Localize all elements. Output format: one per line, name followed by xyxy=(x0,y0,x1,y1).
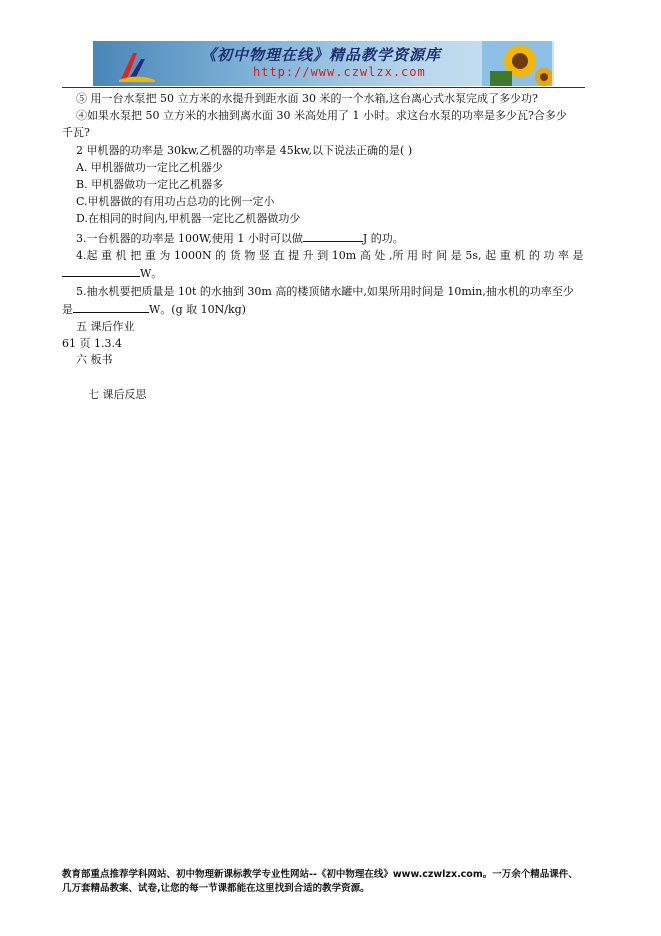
question-5b-unit: W。(g 取 10N/kg) xyxy=(149,303,246,316)
q4b-word: 重 xyxy=(144,249,156,262)
section-homework: 五 课后作业 xyxy=(76,320,135,333)
q4b-word: 升 xyxy=(302,249,314,262)
q4b-word: 10m xyxy=(331,249,357,262)
answer-blank[interactable] xyxy=(62,265,140,277)
question-4: ④如果水泵把 50 立方米的水抽到离水面 30 米高处用了 1 小时。求这台水泵的功率是多少瓦?合多少 xyxy=(76,109,567,122)
question-5: ⑤ 用一台水泵把 50 立方米的水提升到距水面 30 米的一个水箱,这台离心式水泵完成了多少功? xyxy=(76,92,538,105)
q4b-word: 用 xyxy=(407,249,419,262)
q4b-word: 直 xyxy=(273,249,285,262)
answer-blank[interactable] xyxy=(303,230,363,242)
q4b-word: 是 xyxy=(450,249,462,262)
q4b-word: 把 xyxy=(130,249,142,262)
q4b-word: 重 xyxy=(499,249,511,262)
q4b-word: 机 xyxy=(115,249,127,262)
q4b-word: 到 xyxy=(317,249,329,262)
question-5b: 5.抽水机要把质量是 10t 的水抽到 30m 高的楼顶储水罐中,如果所用时间是 10min,抽水机的功率至少 xyxy=(76,285,574,298)
q4b-word: 功 xyxy=(543,249,555,262)
sunflower-icon xyxy=(482,41,552,86)
q4b-word: 的 xyxy=(215,249,227,262)
question-4-continued: 千瓦? xyxy=(62,126,90,139)
section-blackboard: 六 板书 xyxy=(76,353,113,366)
answer-blank[interactable] xyxy=(73,301,149,313)
q4b-word: 5s, xyxy=(465,249,482,262)
option-a: A. 甲机器做功一定比乙机器少 xyxy=(76,161,223,174)
q4b-word: 是 xyxy=(572,249,584,262)
q4b-word: 4.起 xyxy=(76,249,98,262)
option-d: D.在相同的时间内,甲机器一定比乙机器做功少 xyxy=(76,212,301,225)
question-4b-continued xyxy=(62,265,162,281)
homework-pages: 61 页 1.3.4 xyxy=(62,337,122,350)
q4b-word: 率 xyxy=(557,249,569,262)
q4b-word: 高 xyxy=(359,249,371,262)
q4b-word: 的 xyxy=(528,249,540,262)
q4b-word: 1000N xyxy=(173,249,212,262)
question-3 xyxy=(76,230,404,246)
banner-title: 《初中物理在线》精品教学资源库 xyxy=(201,46,442,64)
question-4b xyxy=(76,248,584,263)
q4b-word: 处 xyxy=(374,249,386,262)
option-b: B. 甲机器做功一定比乙机器多 xyxy=(76,178,224,191)
question-4b-unit: W。 xyxy=(140,267,163,280)
q4b-word: 起 xyxy=(485,249,497,262)
site-logo-icon xyxy=(117,49,157,83)
header-banner xyxy=(93,41,554,86)
footer-line-2: 几万套精品教案、试卷,让您的每一节课都能在这里找到合适的教学资源。 xyxy=(62,883,370,894)
q4b-word: 机 xyxy=(514,249,526,262)
footer-line-1: 教育部重点推荐学科网站、初中物理新课标教学专业性网站--《初中物理在线》www.czwlzx.com。一万余个精品课件、 xyxy=(62,869,578,880)
option-c: C.甲机器做的有用功占总功的比例一定小 xyxy=(76,195,275,208)
q4b-word: 物 xyxy=(244,249,256,262)
q4b-word: 货 xyxy=(229,249,241,262)
q4b-word: 时 xyxy=(421,249,433,262)
q4b-word: 提 xyxy=(288,249,300,262)
question-3-unit: J 的功。 xyxy=(362,232,404,245)
banner-url[interactable]: http://www.czwlzx.com xyxy=(253,65,426,79)
question-2: 2 甲机器的功率是 30kw,乙机器的功率是 45kw,以下说法正确的是( ) xyxy=(76,144,413,157)
header-rule xyxy=(62,87,585,88)
q4b-word: 重 xyxy=(101,249,113,262)
question-5b-continued xyxy=(62,301,246,317)
q4b-word: 竖 xyxy=(258,249,270,262)
question-5b-prefix: 是 xyxy=(62,303,73,316)
q4b-word: ,所 xyxy=(388,249,404,262)
q4b-word: 为 xyxy=(159,249,171,262)
section-reflection: 七 课后反思 xyxy=(88,388,147,401)
q4b-word: 间 xyxy=(436,249,448,262)
question-3-text: 3.一台机器的功率是 100W,使用 1 小时可以做 xyxy=(76,232,303,245)
